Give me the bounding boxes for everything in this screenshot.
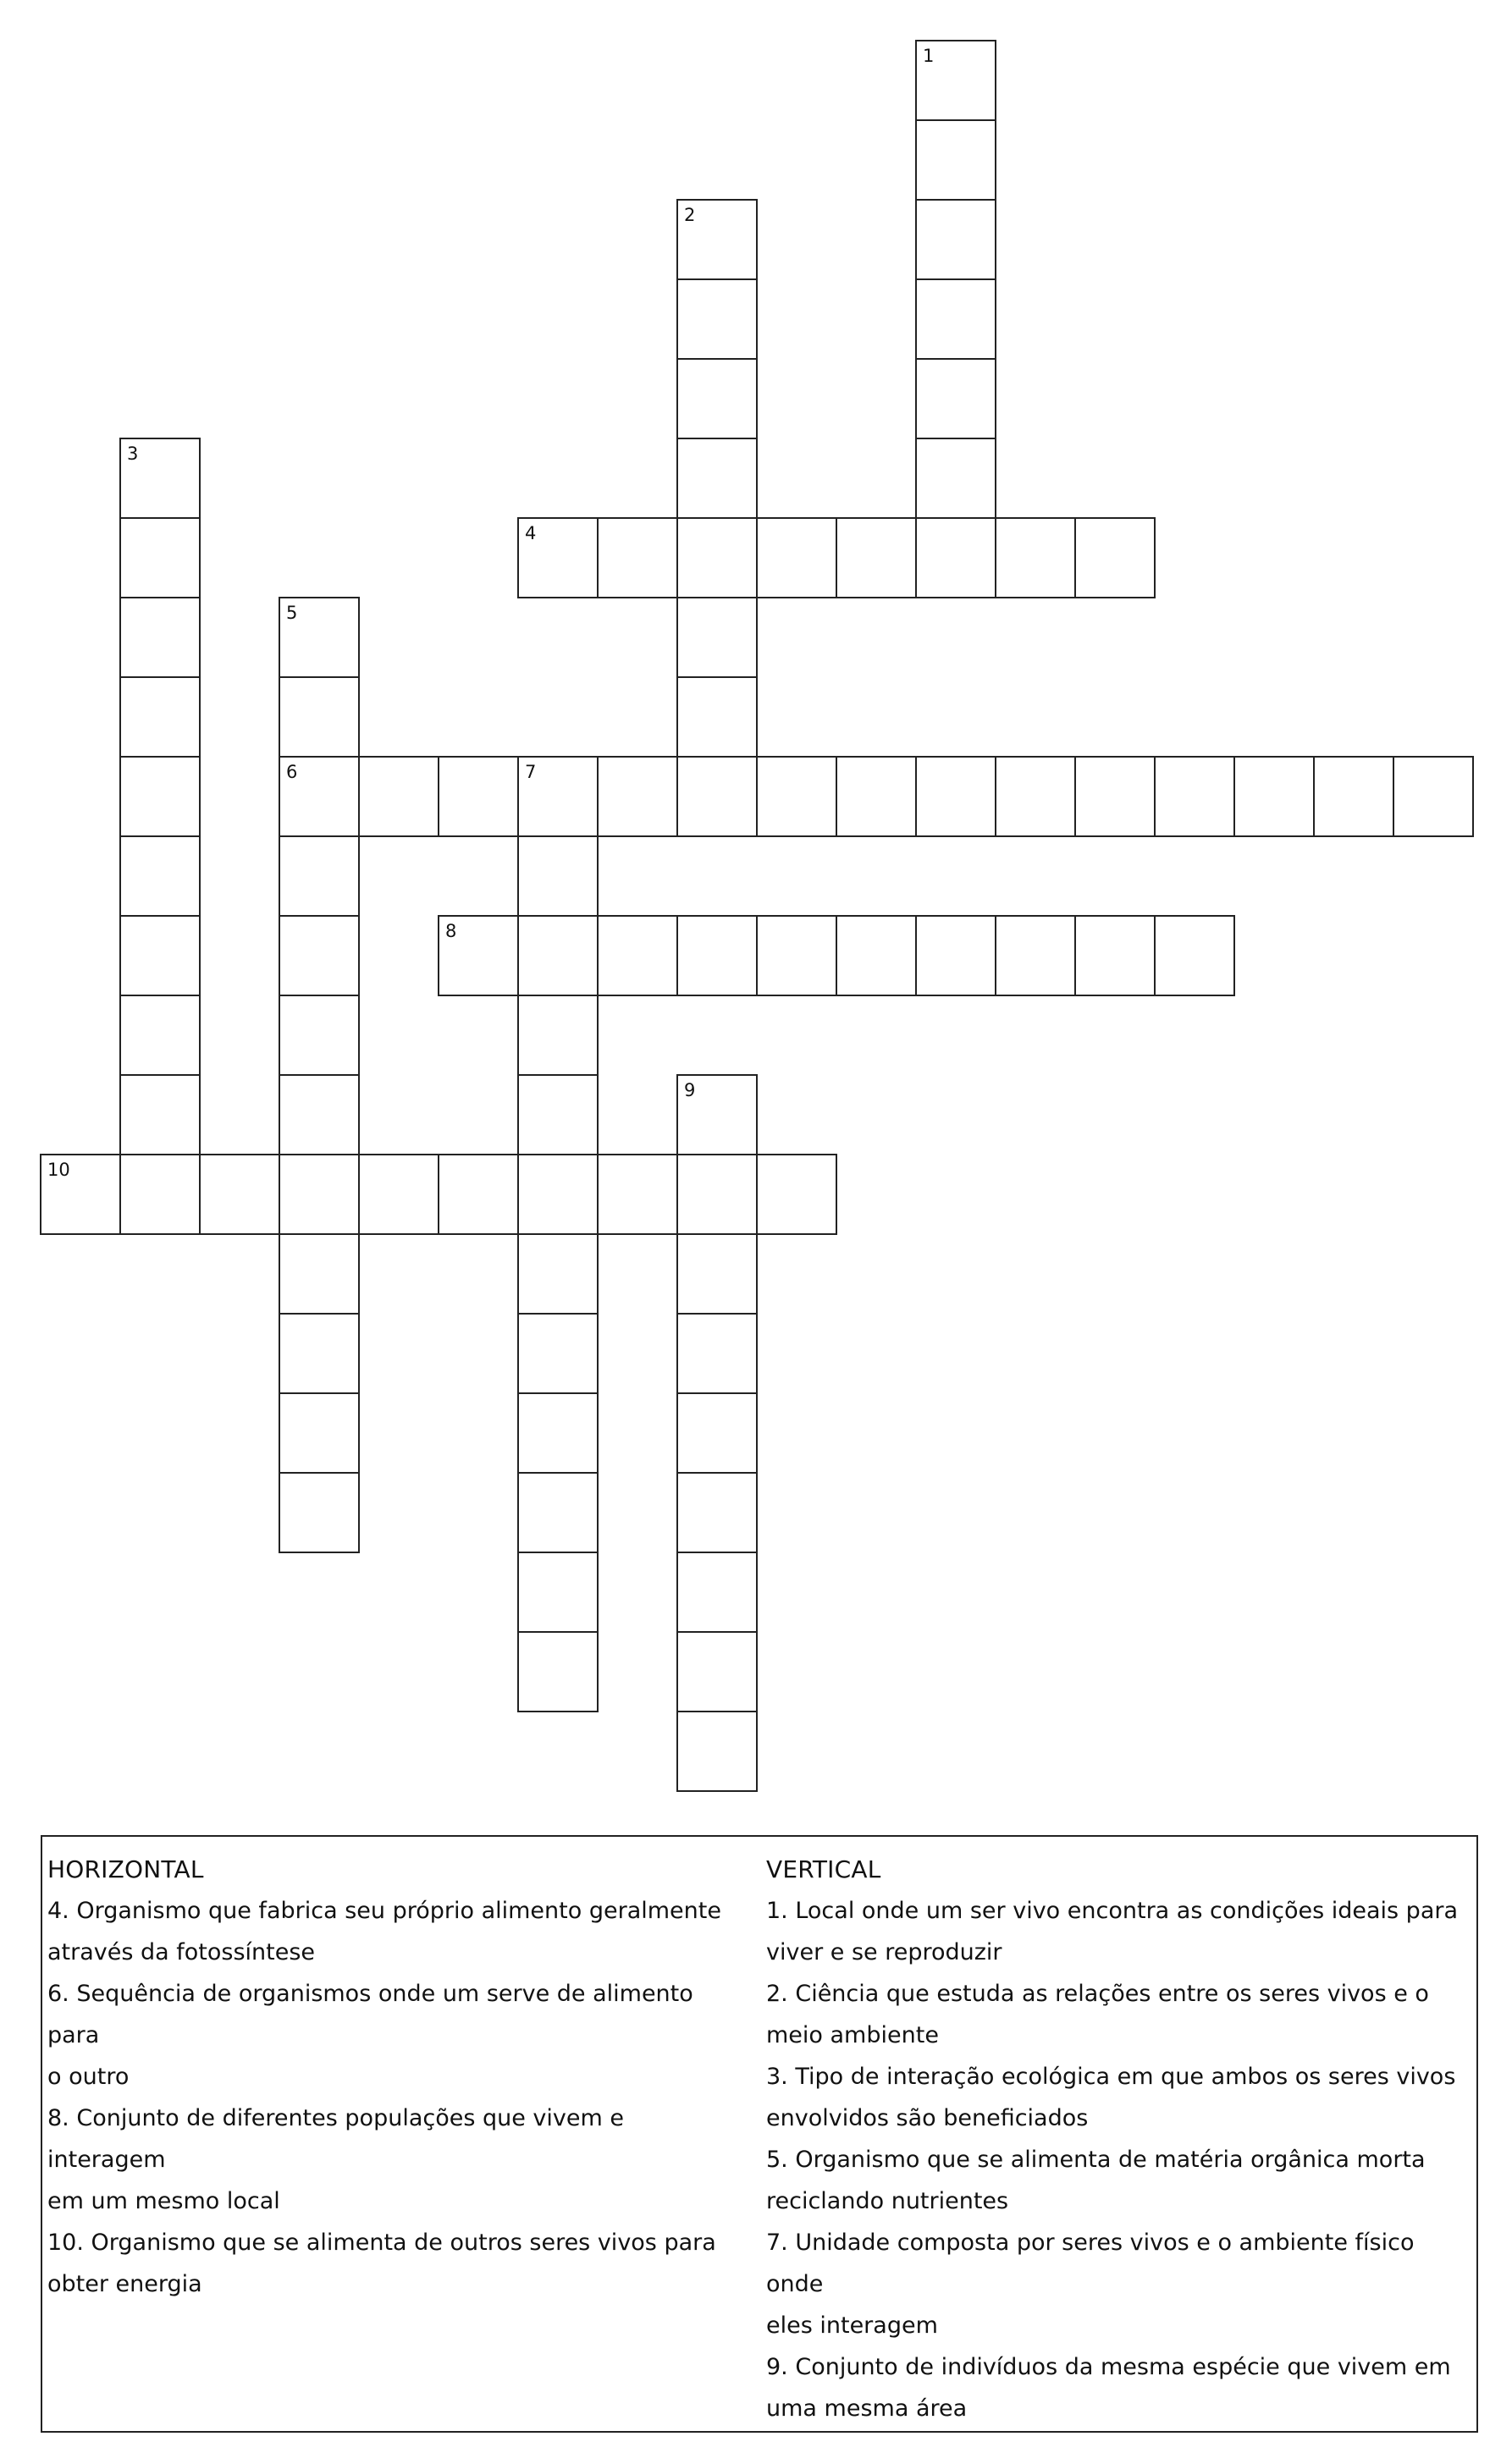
horizontal-clue-line: 4. Organismo que fabrica seu próprio alimento geralmente	[47, 1898, 721, 1924]
crossword-cell[interactable]	[915, 40, 996, 121]
crossword-cell[interactable]	[199, 1154, 280, 1235]
crossword-cell[interactable]	[1074, 517, 1156, 598]
crossword-cell[interactable]	[119, 1074, 201, 1155]
horizontal-clue-line: através da fotossíntese	[47, 1939, 316, 1965]
crossword-cell[interactable]	[279, 995, 360, 1076]
crossword-cell[interactable]	[279, 597, 360, 678]
crossword-cell[interactable]	[1313, 756, 1394, 837]
crossword-cell[interactable]	[279, 1233, 360, 1315]
crossword-cell[interactable]	[279, 1313, 360, 1394]
crossword-cell[interactable]	[438, 756, 519, 837]
vertical-clue-line: envolvidos são beneficiados	[766, 2105, 1089, 2131]
crossword-cell[interactable]	[915, 438, 996, 519]
horizontal-heading: HORIZONTAL	[47, 1855, 204, 1883]
clue-number: 5	[286, 603, 298, 623]
crossword-cell[interactable]	[915, 915, 996, 996]
crossword-cell[interactable]	[517, 517, 599, 598]
crossword-cell[interactable]	[279, 1154, 360, 1235]
crossword-cell[interactable]	[438, 1154, 519, 1235]
clue-number: 3	[127, 444, 139, 464]
crossword-cell[interactable]	[597, 517, 678, 598]
crossword-cell[interactable]	[517, 835, 599, 917]
crossword-cell[interactable]	[358, 756, 439, 837]
crossword-cell[interactable]	[676, 1074, 758, 1155]
crossword-cell[interactable]	[676, 1711, 758, 1792]
crossword-cell[interactable]	[279, 1074, 360, 1155]
crossword-cell[interactable]	[756, 517, 837, 598]
crossword-cell[interactable]	[915, 199, 996, 280]
vertical-clue-line: meio ambiente	[766, 2022, 939, 2048]
crossword-cell[interactable]	[836, 756, 917, 837]
vertical-clue-line: 9. Conjunto de indivíduos da mesma espécie que vivem em	[766, 2354, 1451, 2380]
crossword-cell[interactable]	[676, 517, 758, 598]
crossword-cell[interactable]	[597, 756, 678, 837]
crossword-cell[interactable]	[119, 438, 201, 519]
crossword-cell[interactable]	[676, 278, 758, 360]
clue-number: 4	[525, 523, 537, 543]
crossword-cell[interactable]	[1154, 756, 1235, 837]
vertical-clue-line: 7. Unidade composta por seres vivos e o ambiente físico onde	[766, 2230, 1415, 2297]
crossword-cell[interactable]	[676, 676, 758, 758]
crossword-cell[interactable]	[119, 995, 201, 1076]
crossword-cell[interactable]	[597, 1154, 678, 1235]
crossword-cell[interactable]	[517, 756, 599, 837]
crossword-cell[interactable]	[676, 438, 758, 519]
horizontal-clue-line: o outro	[47, 2064, 130, 2090]
clue-number: 6	[286, 762, 298, 782]
crossword-cell[interactable]	[676, 199, 758, 280]
crossword-cell[interactable]	[40, 1154, 121, 1235]
crossword-cell[interactable]	[279, 835, 360, 917]
crossword-cell[interactable]	[119, 835, 201, 917]
crossword-cell[interactable]	[1233, 756, 1315, 837]
vertical-clue-line: uma mesma área	[766, 2395, 968, 2422]
crossword-cell[interactable]	[836, 517, 917, 598]
vertical-clue-line: eles interagem	[766, 2312, 938, 2339]
crossword-cell[interactable]	[517, 1392, 599, 1474]
vertical-clue-line: 2. Ciência que estuda as relações entre os seres vivos e o	[766, 1981, 1429, 2007]
horizontal-clue-line: 8. Conjunto de diferentes populações que vivem e interagem	[47, 2105, 624, 2173]
clue-number: 8	[445, 921, 457, 941]
crossword-cell[interactable]	[756, 915, 837, 996]
crossword-cell[interactable]	[279, 676, 360, 758]
horizontal-clue-line: 10. Organismo que se alimenta de outros seres vivos para	[47, 2230, 716, 2256]
crossword-cell[interactable]	[517, 1074, 599, 1155]
crossword-cell[interactable]	[915, 119, 996, 201]
crossword-cell[interactable]	[676, 1631, 758, 1712]
crossword-cell[interactable]	[517, 915, 599, 996]
crossword-cell[interactable]	[1154, 915, 1235, 996]
crossword-cell[interactable]	[676, 1154, 758, 1235]
crossword-cell[interactable]	[836, 915, 917, 996]
crossword-cell[interactable]	[756, 1154, 837, 1235]
crossword-cell[interactable]	[358, 1154, 439, 1235]
crossword-cell[interactable]	[517, 1552, 599, 1633]
crossword-cell[interactable]	[1393, 756, 1474, 837]
crossword-cell[interactable]	[517, 1313, 599, 1394]
crossword-cell[interactable]	[995, 756, 1076, 837]
vertical-clue-line: viver e se reproduzir	[766, 1939, 1002, 1965]
vertical-clue-line: 1. Local onde um ser vivo encontra as condições ideais para	[766, 1898, 1459, 1924]
crossword-cell[interactable]	[915, 517, 996, 598]
horizontal-clue-line: obter energia	[47, 2271, 202, 2297]
crossword-cell[interactable]	[676, 756, 758, 837]
crossword-cell[interactable]	[517, 1472, 599, 1553]
clue-number: 10	[47, 1160, 70, 1180]
crossword-cell[interactable]	[915, 278, 996, 360]
crossword-cell[interactable]	[676, 1392, 758, 1474]
crossword-cell[interactable]	[676, 597, 758, 678]
crossword-cell[interactable]	[676, 1472, 758, 1553]
crossword-cell[interactable]	[279, 1392, 360, 1474]
crossword-cell[interactable]	[1074, 915, 1156, 996]
clue-number: 9	[684, 1080, 696, 1100]
crossword-cell[interactable]	[119, 676, 201, 758]
crossword-cell[interactable]	[676, 1233, 758, 1315]
crossword-cell[interactable]	[915, 358, 996, 439]
crossword-cell[interactable]	[517, 1631, 599, 1712]
clue-number: 2	[684, 205, 696, 225]
crossword-cell[interactable]	[676, 1313, 758, 1394]
vertical-clue-line: 5. Organismo que se alimenta de matéria orgânica morta	[766, 2147, 1426, 2173]
clues-box	[41, 1835, 1478, 2433]
crossword-cell[interactable]	[676, 358, 758, 439]
crossword-cell[interactable]	[517, 1233, 599, 1315]
crossword-cell[interactable]	[676, 1552, 758, 1633]
crossword-cell[interactable]	[119, 1154, 201, 1235]
crossword-cell[interactable]	[517, 1154, 599, 1235]
horizontal-clues	[47, 1849, 742, 2305]
crossword-cell[interactable]	[995, 517, 1076, 598]
horizontal-clue-line: em um mesmo local	[47, 2188, 280, 2214]
crossword-cell[interactable]	[756, 756, 837, 837]
crossword-cell[interactable]	[438, 915, 519, 996]
vertical-clue-line: reciclando nutrientes	[766, 2188, 1009, 2214]
crossword-cell[interactable]	[279, 915, 360, 996]
crossword-cell[interactable]	[119, 915, 201, 996]
clue-number: 7	[525, 762, 537, 782]
crossword-cell[interactable]	[119, 597, 201, 678]
crossword-cell[interactable]	[279, 756, 360, 837]
vertical-clues	[766, 1849, 1460, 2429]
vertical-heading: VERTICAL	[766, 1855, 881, 1883]
crossword-cell[interactable]	[1074, 756, 1156, 837]
clue-number: 1	[923, 46, 935, 66]
crossword-cell[interactable]	[119, 517, 201, 598]
vertical-clue-line: 3. Tipo de interação ecológica em que ambos os seres vivos	[766, 2064, 1456, 2090]
horizontal-clue-line: 6. Sequência de organismos onde um serve de alimento para	[47, 1981, 693, 2048]
crossword-cell[interactable]	[995, 915, 1076, 996]
crossword-cell[interactable]	[597, 915, 678, 996]
crossword-cell[interactable]	[676, 915, 758, 996]
crossword-cell[interactable]	[279, 1472, 360, 1553]
crossword-cell[interactable]	[517, 995, 599, 1076]
crossword-cell[interactable]	[119, 756, 201, 837]
crossword-cell[interactable]	[915, 756, 996, 837]
